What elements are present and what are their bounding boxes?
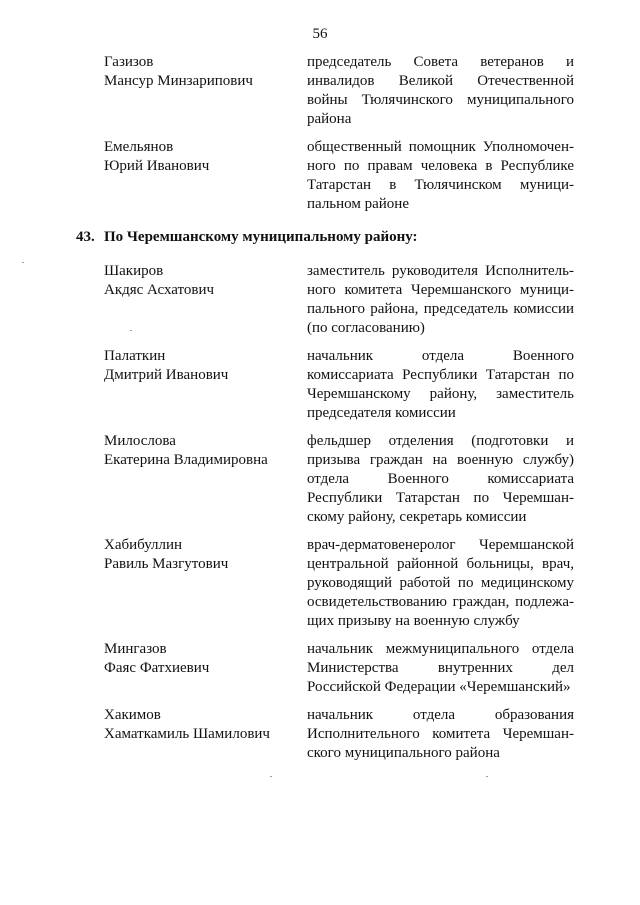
member-given-names: Юрий Иванович [104,158,210,174]
role-line: отдела Военного комиссариата [307,471,574,487]
member-name [104,536,300,574]
role-line: скому району, секретарь комиссии [307,509,527,525]
member-surname: Милослова [104,433,176,449]
member-surname: Мингазов [104,641,167,657]
role-line: войны Тюлячинского муниципального [307,92,574,108]
member-surname: Шакиров [104,263,164,279]
member-given-names: Хаматкамиль Шамилович [104,726,270,742]
role-line: начальник отдела образования [307,707,574,723]
member-surname: Емельянов [104,139,174,155]
role-line: призыва граждан на военную службу) [307,452,574,468]
member-given-names: Акдяс Асхатович [104,282,215,298]
role-line: фельдшер отделения (подготовки и [307,433,574,449]
member-surname: Хакимов [104,707,161,723]
scan-speck [486,776,488,777]
member-role [307,536,574,631]
member-given-names: Фаяс Фатхиевич [104,660,210,676]
role-line: центральной районной больницы, врач, [307,556,574,572]
member-name [104,432,300,470]
member-surname: Палаткин [104,348,166,364]
member-role [307,347,574,423]
role-line: инвалидов Великой Отечественной [307,73,574,89]
role-line: Министерства внутренних дел [307,660,574,676]
section-heading [76,228,418,247]
member-name [104,262,300,300]
member-role [307,262,574,338]
member-name [104,640,300,678]
member-surname: Хабибуллин [104,537,183,553]
member-name [104,138,300,176]
role-line: ного комитета Черемшанского муници- [307,282,574,298]
role-line: председателя комиссии [307,405,456,421]
role-line: общественный помощник Уполномочен- [307,139,574,155]
role-line: ного по правам человека в Республике [307,158,574,174]
scan-speck [22,262,24,263]
member-surname: Газизов [104,54,154,70]
role-line: врач-дерматовенеролог Черемшанской [307,537,574,553]
member-given-names: Екатерина Владимировна [104,452,268,468]
member-given-names: Мансур Минзарипович [104,73,253,89]
role-line: района [307,111,352,127]
role-line: Черемшанскому району, заместитель [307,386,574,402]
member-name [104,706,300,744]
page-number: 56 [312,26,328,42]
role-line: начальник отдела Военного [307,348,574,364]
role-line: пальном районе [307,196,409,212]
role-line: ского муниципального района [307,745,500,761]
role-line: начальник межмуниципального отдела [307,641,574,657]
member-given-names: Равиль Мазгутович [104,556,229,572]
role-line: Исполнительного комитета Черемшан- [307,726,574,742]
role-line: Российской Федерации «Черемшанский» [307,679,571,695]
role-line: Татарстан в Тюлячинском муници- [307,177,574,193]
scan-speck [270,776,272,777]
role-line: комиссариата Республики Татарстан по [307,367,574,383]
member-role [307,640,574,697]
member-role [307,432,574,527]
member-role [307,706,574,763]
role-line: заместитель руководителя Исполнитель- [307,263,574,279]
role-line: освидетельствованию граждан, подлежа- [307,594,574,610]
member-name [104,53,300,91]
member-role [307,53,574,129]
member-given-names: Дмитрий Иванович [104,367,229,383]
role-line: председатель Совета ветеранов и [307,54,574,70]
section-title: По Черемшанскому муниципальному району: [104,229,418,245]
role-line: руководящий работой по медицинскому [307,575,574,591]
scan-speck [130,330,132,331]
section-number: 43. [76,229,95,245]
role-line: пального района, председатель комиссии [307,301,574,317]
role-line: Республики Татарстан по Черемшан- [307,490,574,506]
role-line: щих призыву на военную службу [307,613,520,629]
member-name [104,347,300,385]
role-line: (по согласованию) [307,320,425,336]
member-role [307,138,574,214]
